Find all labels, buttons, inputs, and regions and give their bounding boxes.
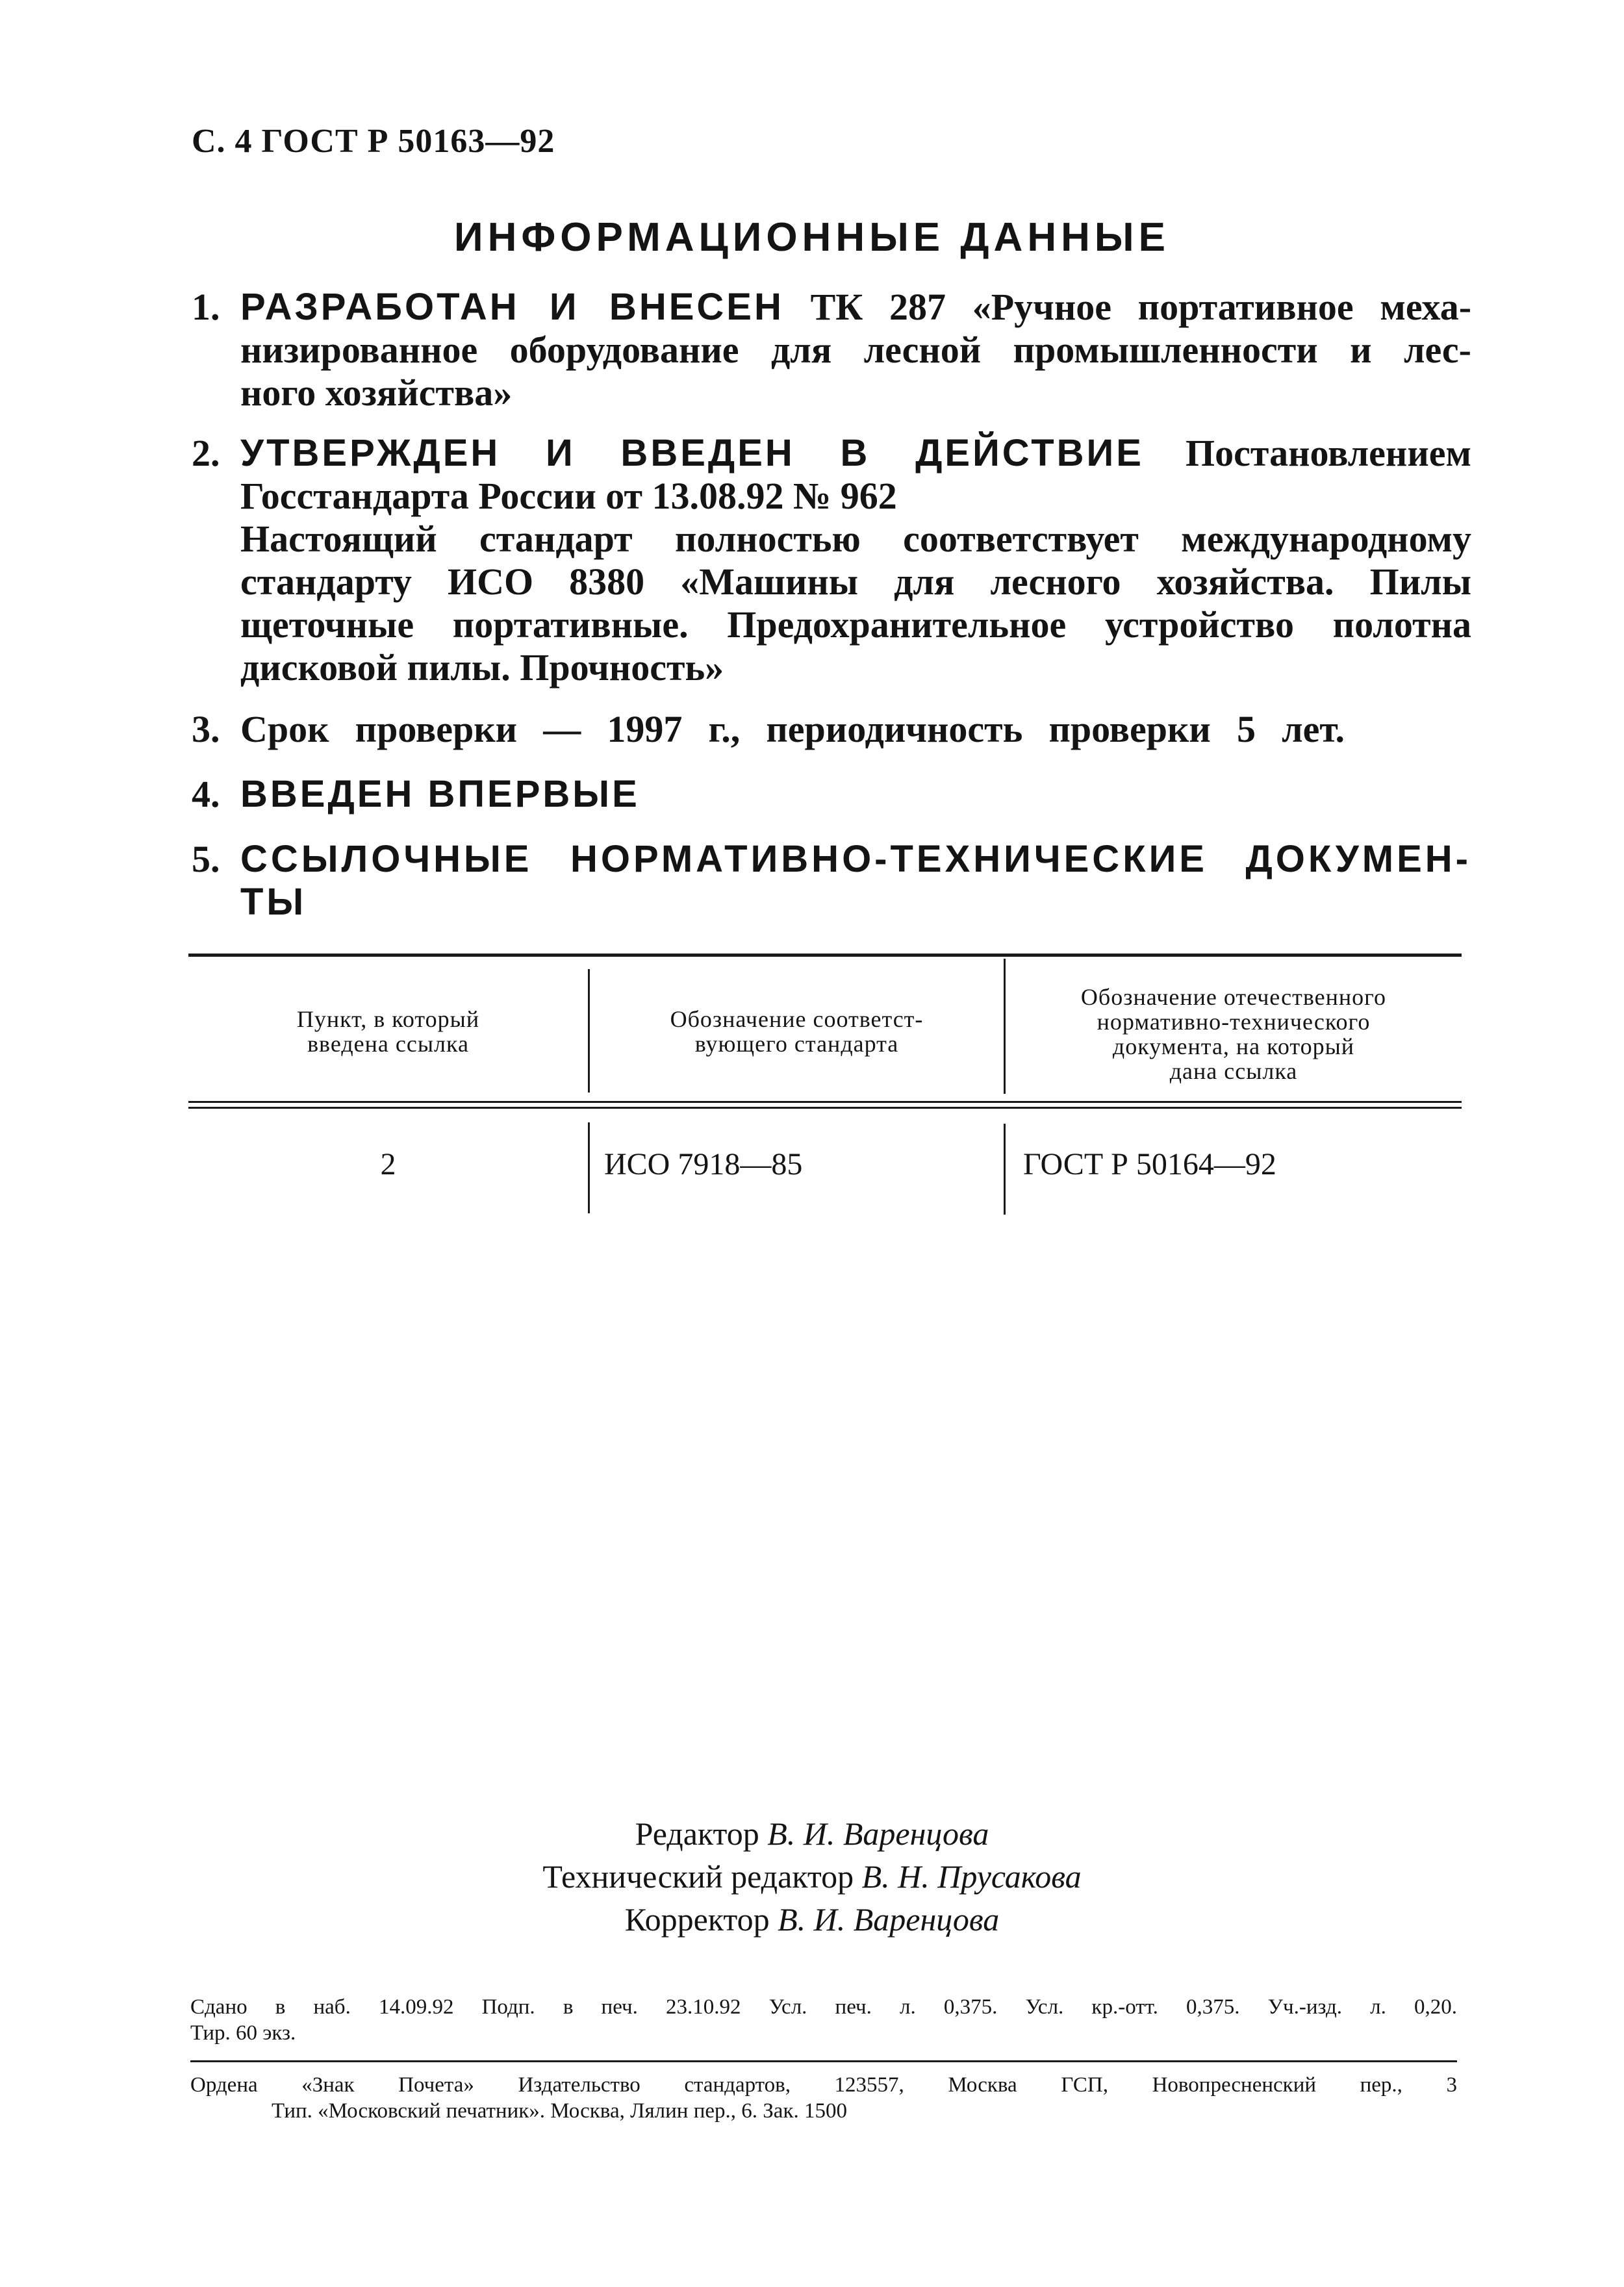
item-number: 2. — [192, 432, 220, 474]
credit-editor: Редактор В. И. Варенцова — [635, 1815, 989, 1852]
item-heading: ТЫ — [240, 881, 307, 923]
imprint-line: Тип. «Московский печатник». Москва, Лялин пер., 6. Зак. 1500 — [272, 2099, 847, 2123]
column-header-national-document: Обозначение отечественного нормативно-технического документа, на который дана ссылка — [1080, 984, 1387, 1084]
imprint-line: Ордена «Знак Почета» Издательство стандартов, 123557, Москва ГСП, Новопресненский пер., 3 — [190, 2073, 1457, 2097]
item-line: низированное оборудование для лесной промышленности и лес- — [240, 329, 1471, 371]
item-line: стандарту ИСО 8380 «Машины для лесного хозяйства. Пилы — [240, 561, 1471, 603]
column-divider — [1004, 1124, 1006, 1215]
item-line: дисковой пилы. Прочность» — [240, 646, 724, 689]
imprint-print-data — [190, 1994, 1457, 2046]
header-rule — [188, 1101, 1462, 1103]
item-number: 4. — [192, 773, 220, 815]
item-heading: ССЫЛОЧНЫЕ НОРМАТИВНО-ТЕХНИЧЕСКИЕ ДОКУМЕН- — [240, 838, 1471, 880]
credit-tech-editor: Технический редактор В. Н. Прусакова — [542, 1858, 1082, 1895]
item-line: Срок проверки — 1997 г., периодичность проверки 5 лет. — [240, 708, 1345, 750]
credit-proofreader: Корректор В. И. Варенцова — [624, 1901, 1000, 1938]
item-text: Постановлением — [1186, 432, 1472, 474]
item-line — [240, 432, 1471, 475]
cell-point: 2 — [380, 1147, 396, 1181]
imprint-separator — [190, 2060, 1457, 2062]
page-header: С. 4 ГОСТ Р 50163—92 — [192, 123, 555, 160]
item-text: ТК 287 «Ручное портативное меха- — [810, 286, 1472, 328]
item-heading: РАЗРАБОТАН И ВНЕСЕН — [240, 286, 784, 328]
item-number: 5. — [192, 838, 220, 880]
item-line: ного хозяйства» — [240, 372, 513, 414]
item-line: Настоящий стандарт полностью соответствует международному — [240, 518, 1471, 560]
item-line: щеточные портативные. Предохранительное устройство полотна — [240, 603, 1471, 646]
item-heading: ВВЕДЕН ВПЕРВЫЕ — [240, 773, 640, 815]
column-header-point: Пункт, в который введена ссылка — [296, 1006, 480, 1057]
imprint-line: Сдано в наб. 14.09.92 Подп. в печ. 23.10.92 Усл. печ. л. 0,375. Усл. кр.-отт. 0,375. Уч.-изд. л. 0,20. — [190, 1995, 1457, 2019]
references-table — [188, 954, 1462, 1226]
column-divider — [588, 1122, 590, 1213]
header-rule — [188, 1107, 1462, 1109]
cell-national-document: ГОСТ Р 50164—92 — [1023, 1147, 1276, 1181]
item-line: Госстандарта России от 13.08.92 № 962 — [240, 475, 897, 517]
imprint-line: Тир. 60 экз. — [190, 2021, 296, 2045]
cell-intl-standard: ИСО 7918—85 — [604, 1147, 803, 1181]
column-header-intl-standard: Обозначение соответст- вующего стандарта — [670, 1006, 924, 1057]
item-heading: УТВЕРЖДЕН И ВВЕДЕН В ДЕЙСТВИЕ — [240, 432, 1144, 474]
table-top-rule — [188, 954, 1462, 957]
item-line — [240, 286, 1471, 329]
credits-block — [0, 1812, 1624, 1941]
section-title: ИНФОРМАЦИОННЫЕ ДАННЫЕ — [454, 215, 1170, 260]
imprint-publisher — [190, 2072, 1457, 2124]
item-number: 3. — [192, 708, 220, 750]
item-number: 1. — [192, 286, 220, 328]
